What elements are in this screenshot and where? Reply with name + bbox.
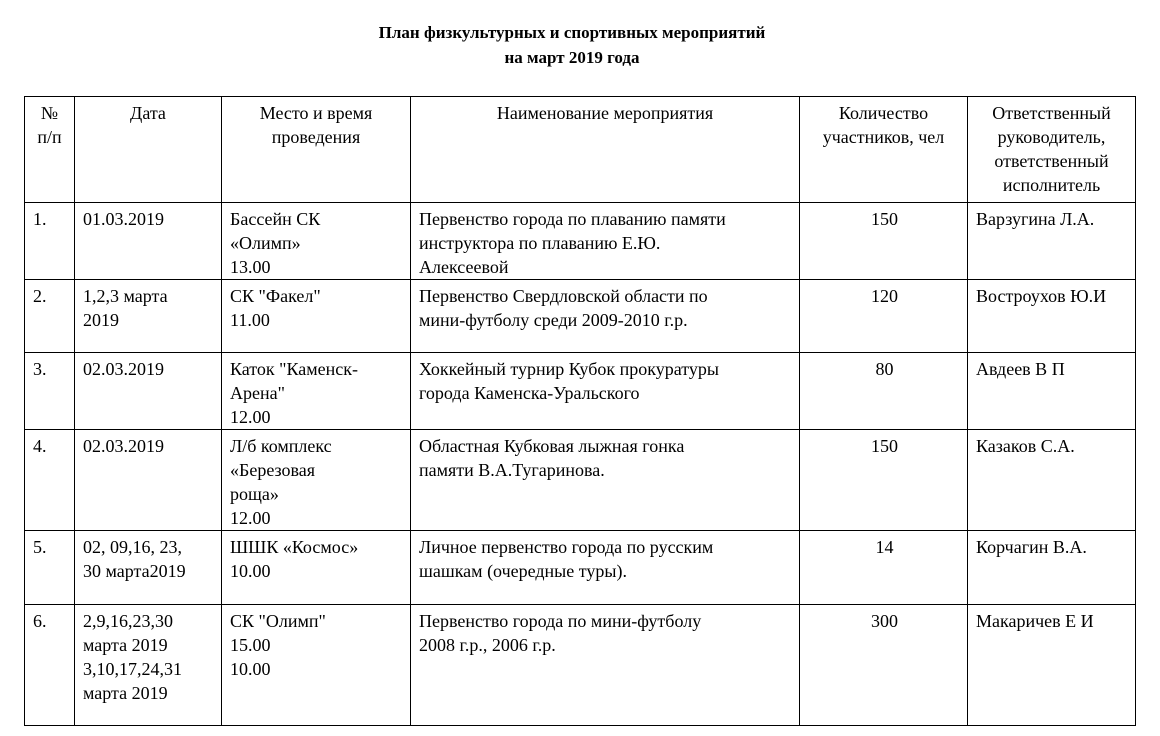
cell-qty: 300 xyxy=(800,605,968,726)
header-place xyxy=(222,97,411,203)
header-qty xyxy=(800,97,968,203)
cell-date-line: 30 марта2019 xyxy=(83,561,186,581)
table-row xyxy=(25,531,1136,605)
cell-qty: 120 xyxy=(800,280,968,353)
cell-date xyxy=(75,605,222,726)
header-place-line: Место и время xyxy=(259,103,373,123)
cell-event-name xyxy=(411,280,800,353)
cell-date-line: 02.03.2019 xyxy=(83,359,164,379)
header-qty-line: Количество xyxy=(838,103,929,123)
header-num xyxy=(25,97,75,203)
cell-name-line: Личное первенство города по русским xyxy=(419,537,714,557)
cell-place xyxy=(222,531,411,605)
cell-place-line: Бассейн СК xyxy=(230,209,321,229)
cell-name-line: 2008 г.р., 2006 г.р. xyxy=(419,635,556,655)
cell-num: 3. xyxy=(25,353,75,430)
cell-date-line: марта 2019 xyxy=(83,635,168,655)
cell-place-line: 10.00 xyxy=(230,659,271,679)
cell-place-line: СК "Олимп" xyxy=(230,611,326,631)
cell-place-line: «Олимп» xyxy=(230,233,301,253)
cell-qty: 150 xyxy=(800,203,968,280)
header-resp-line: Ответственный xyxy=(992,103,1111,123)
header-date xyxy=(75,97,222,203)
cell-place-line: 10.00 xyxy=(230,561,271,581)
cell-place-line: 13.00 xyxy=(230,257,271,277)
cell-place-line: Каток "Каменск- xyxy=(230,359,359,379)
cell-resp: Варзугина Л.А. xyxy=(968,203,1136,280)
cell-date-line: 2019 xyxy=(83,310,119,330)
cell-place-line: 15.00 xyxy=(230,635,271,655)
cell-date-line: 1,2,3 марта xyxy=(83,286,168,306)
title-line-2: на март 2019 года xyxy=(504,48,640,67)
cell-name-line: инструктора по плаванию Е.Ю. xyxy=(419,233,661,253)
header-resp-line: исполнитель xyxy=(1002,175,1101,195)
cell-place xyxy=(222,203,411,280)
events-table xyxy=(24,96,1136,726)
cell-place xyxy=(222,430,411,531)
cell-num: 6. xyxy=(25,605,75,726)
cell-qty: 80 xyxy=(800,353,968,430)
cell-date xyxy=(75,531,222,605)
cell-resp: Востроухов Ю.И xyxy=(968,280,1136,353)
table-row xyxy=(25,605,1136,726)
cell-name-line: памяти В.А.Тугаринова. xyxy=(419,460,605,480)
cell-name-line: Областная Кубковая лыжная гонка xyxy=(419,436,685,456)
cell-name-line: мини-футболу среди 2009-2010 г.р. xyxy=(419,310,688,330)
cell-place-line: 11.00 xyxy=(230,310,270,330)
header-qty-line: участников, чел xyxy=(822,127,945,147)
header-resp xyxy=(968,97,1136,203)
cell-name-line: Первенство города по мини-футболу xyxy=(419,611,702,631)
cell-name-line: Хоккейный турнир Кубок прокуратуры xyxy=(419,359,719,379)
table-row xyxy=(25,353,1136,430)
cell-qty: 14 xyxy=(800,531,968,605)
cell-name-line: Алексеевой xyxy=(419,257,509,277)
cell-date-line: 2,9,16,23,30 xyxy=(83,611,173,631)
table-row xyxy=(25,280,1136,353)
cell-place xyxy=(222,353,411,430)
cell-name-line: шашкам (очередные туры). xyxy=(419,561,627,581)
cell-name-line: Первенство города по плаванию памяти xyxy=(419,209,726,229)
cell-date-line: 01.03.2019 xyxy=(83,209,164,229)
cell-event-name xyxy=(411,605,800,726)
cell-place-line: «Березовая xyxy=(230,460,316,480)
cell-num: 1. xyxy=(25,203,75,280)
cell-place-line: 12.00 xyxy=(230,407,271,427)
cell-date-line: марта 2019 xyxy=(83,683,168,703)
cell-place xyxy=(222,605,411,726)
cell-num: 5. xyxy=(25,531,75,605)
cell-place-line: Арена" xyxy=(230,383,285,403)
cell-resp: Авдеев В П xyxy=(968,353,1136,430)
header-date-line: Дата xyxy=(130,103,166,123)
cell-date xyxy=(75,280,222,353)
cell-resp: Казаков С.А. xyxy=(968,430,1136,531)
cell-event-name xyxy=(411,531,800,605)
cell-place-line: ШШК «Космос» xyxy=(230,537,359,557)
cell-place-line: 12.00 xyxy=(230,508,271,528)
document-title xyxy=(0,20,1144,70)
cell-resp: Макаричев Е И xyxy=(968,605,1136,726)
cell-num: 2. xyxy=(25,280,75,353)
cell-date xyxy=(75,353,222,430)
table-row xyxy=(25,430,1136,531)
cell-num: 4. xyxy=(25,430,75,531)
header-resp-line: руководитель, xyxy=(997,127,1106,147)
header-name-line: Наименование мероприятия xyxy=(496,103,714,123)
header-name xyxy=(411,97,800,203)
title-line-1: План физкультурных и спортивных мероприятий xyxy=(378,23,766,42)
cell-event-name xyxy=(411,203,800,280)
cell-date-line: 02, 09,16, 23, xyxy=(83,537,182,557)
header-num-line: п/п xyxy=(37,127,62,147)
cell-date xyxy=(75,430,222,531)
cell-place-line: СК "Факел" xyxy=(230,286,321,306)
cell-event-name xyxy=(411,430,800,531)
header-num-line: № xyxy=(40,103,59,123)
cell-date-line: 02.03.2019 xyxy=(83,436,164,456)
cell-name-line: Первенство Свердловской области по xyxy=(419,286,708,306)
table-header-row xyxy=(25,97,1136,203)
header-resp-line: ответственный xyxy=(994,151,1109,171)
cell-date xyxy=(75,203,222,280)
header-place-line: проведения xyxy=(271,127,361,147)
cell-name-line: города Каменска-Уральского xyxy=(419,383,640,403)
cell-place-line: Л/б комплекс xyxy=(230,436,332,456)
table-row xyxy=(25,203,1136,280)
cell-place-line: роща» xyxy=(230,484,279,504)
cell-resp: Корчагин В.А. xyxy=(968,531,1136,605)
cell-qty: 150 xyxy=(800,430,968,531)
cell-event-name xyxy=(411,353,800,430)
cell-date-line: 3,10,17,24,31 xyxy=(83,659,182,679)
cell-place xyxy=(222,280,411,353)
